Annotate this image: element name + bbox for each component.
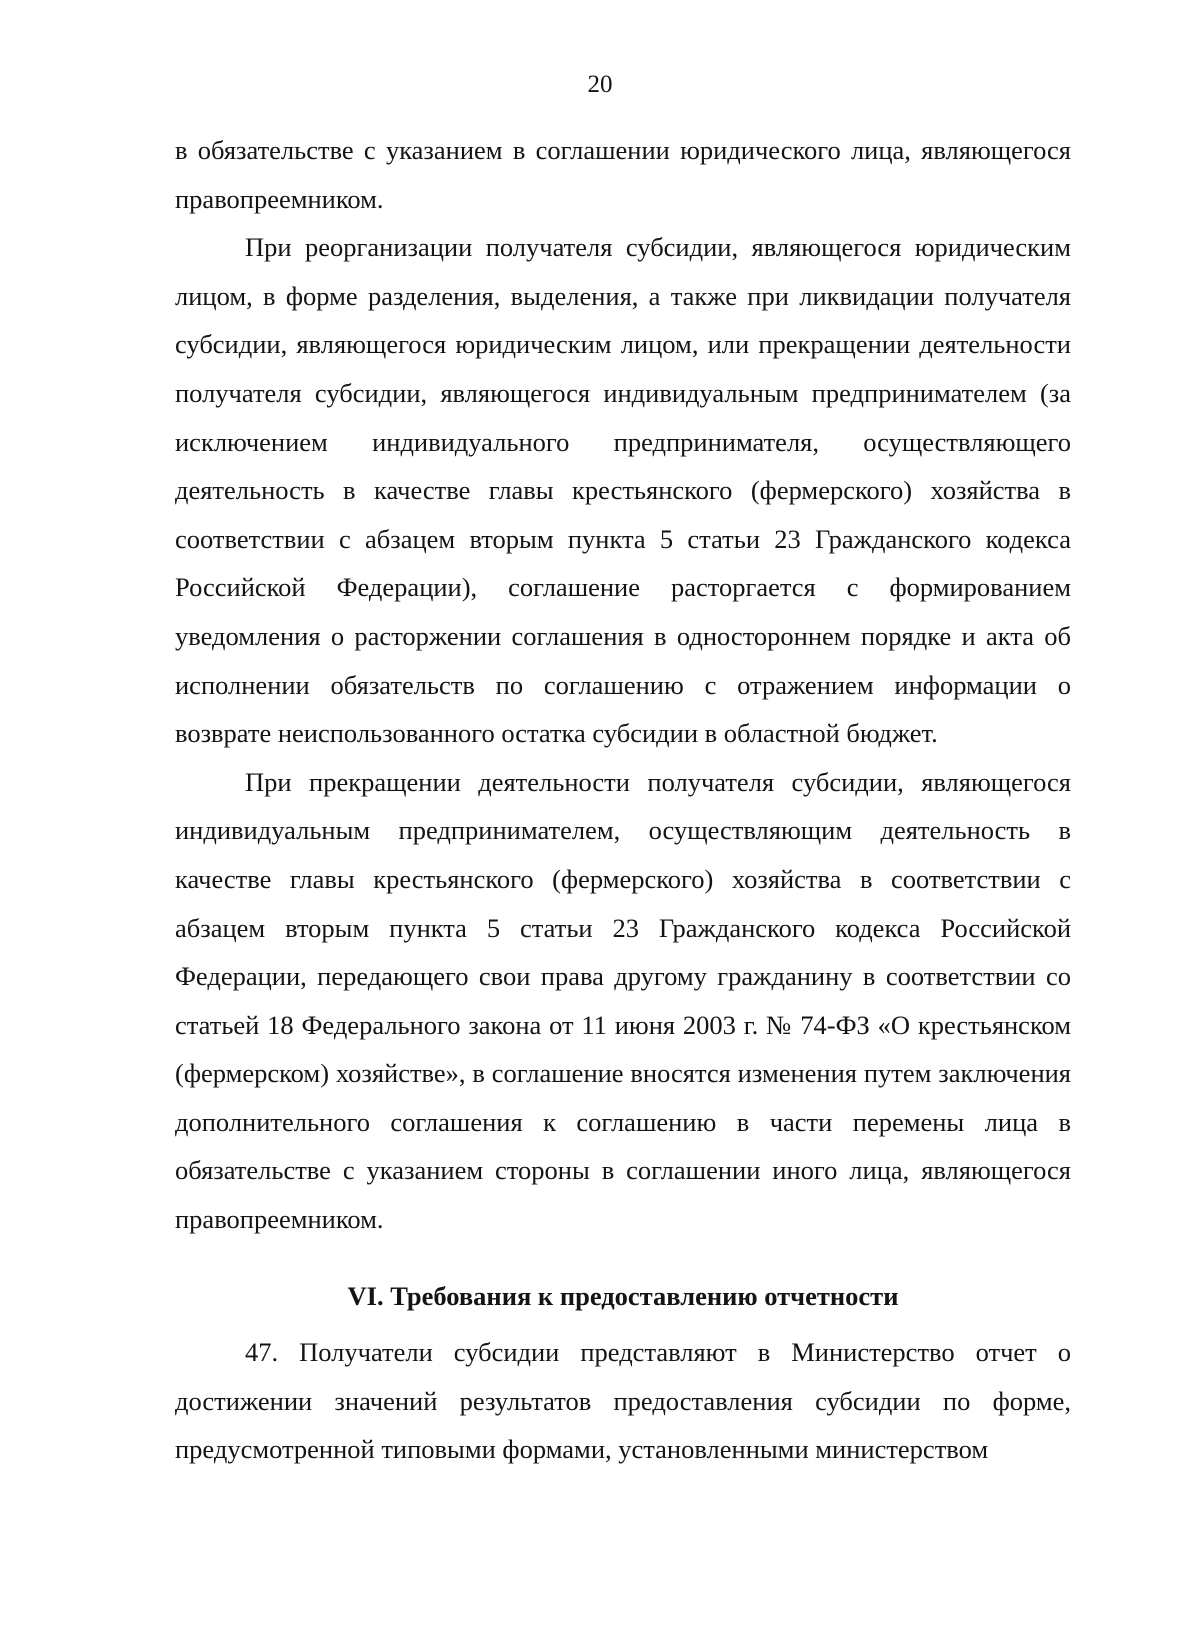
paragraph-47: 47. Получатели субсидии представляют в Министерство отчет о достижении значений результатов предоставления субсидии по форме, предусмотренной типовыми формами, установленными министерством bbox=[175, 1337, 1071, 1465]
paragraph-reorganization: При реорганизации получателя субсидии, являющегося юридическим лицом, в форме разделения, выделения, а также при ликвидации получателя субсидии, являющегося юридическим лицом, или прекращении деятельности получателя субсидии, являющегося индивидуальным предпринимателем (за исключением индивидуального предпринимателя, осуществляющего деятельность в качестве главы крестьянского (фермерского) хозяйства в соответствии с абзацем вторым пункта 5 статьи 23 Гражданского кодекса Российской Федерации), соглашение расторгается с формированием уведомления о расторжении соглашения в одностороннем порядке и акта об исполнении обязательств по соглашению с отражением информации о возврате неиспользованного остатка субсидии в областной бюджет. bbox=[175, 232, 1071, 749]
page-number: 20 bbox=[587, 71, 613, 98]
section-heading: VI. Требования к предоставлению отчетности bbox=[347, 1280, 899, 1311]
document-body bbox=[175, 126, 1071, 1474]
paragraph-farm-termination: При прекращении деятельности получателя субсидии, являющегося индивидуальным предпринимателем, осуществляющим деятельность в качестве главы крестьянского (фермерского) хозяйства в соответствии с абзацем вторым пункта 5 статьи 23 Гражданского кодекса Российской Федерации, передающего свои права другому гражданину в соответствии со статьей 18 Федерального закона от 11 июня 2003 г. № 74-ФЗ «О крестьянском (фермерском) хозяйстве», в соглашение вносятся изменения путем заключения дополнительного соглашения к соглашению в части перемены лица в обязательстве с указанием стороны в соглашении иного лица, являющегося правопреемником. bbox=[175, 766, 1071, 1235]
paragraph-continuation: в обязательстве с указанием в соглашении юридического лица, являющегося правопреемником. bbox=[175, 135, 1071, 214]
